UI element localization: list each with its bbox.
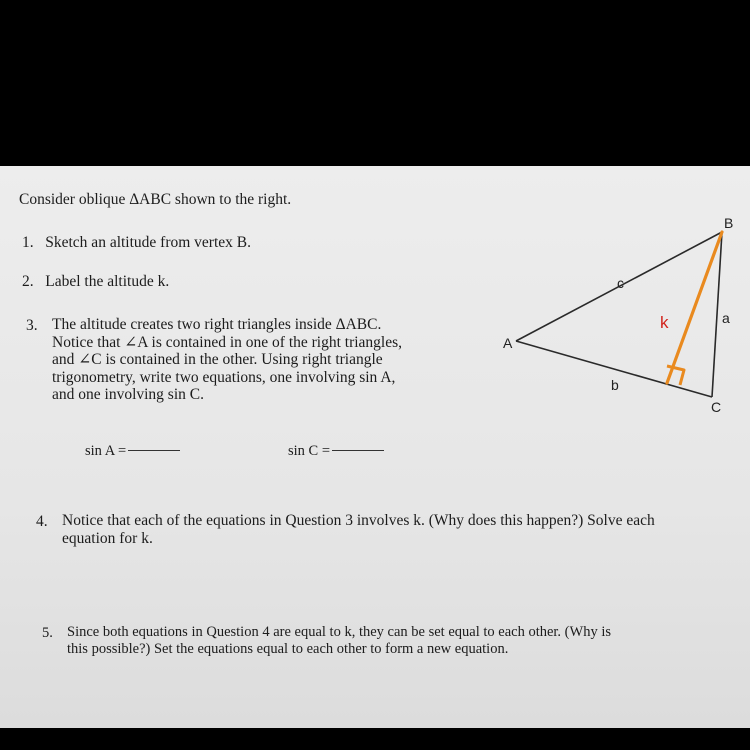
question-2-number: 2. [22,273,34,290]
question-3-line: and one involving sin C. [52,386,204,403]
sin-c-label: sin C = [288,443,331,459]
question-5-number: 5. [42,625,53,641]
question-3-line: and ∠C is contained in the other. Using right triangle [52,351,383,368]
question-4-line: Notice that each of the equations in Question 3 involves k. (Why does this happen?) Solve each [62,512,655,529]
vertex-a-label: A [503,335,513,351]
side-a-label: a [722,310,730,326]
question-1-number: 1. [22,234,34,251]
question-5-line: Since both equations in Question 4 are equal to k, they can be set equal to each other. (Why is [67,624,611,640]
vertex-b-label: B [724,215,734,231]
question-3-line: trigonometry, write two equations, one involving sin A, [52,368,396,386]
question-4-line: equation for k. [62,530,153,547]
question-1-text: Sketch an altitude from vertex B. [45,234,251,251]
sin-a-label: sin A = [85,443,127,459]
worksheet-photo [0,166,750,728]
vertex-c-label: C [711,399,722,415]
question-2-text: Label the altitude k. [45,273,170,290]
side-b-label: b [611,377,619,393]
side-c-label: c [617,275,624,291]
question-3-line: Notice that ∠A is contained in one of the right triangles, [52,333,403,351]
question-5-line: this possible?) Set the equations equal to each other to form a new equation. [67,641,509,657]
question-4-number: 4. [36,513,48,530]
intro-text: Consider oblique ΔABC shown to the right. [19,191,292,208]
triangle-diagram [0,166,750,728]
question-3-number: 3. [26,317,38,334]
question-3-line: The altitude creates two right triangles inside ΔABC. [52,316,382,333]
altitude-k-label: k [660,313,669,332]
